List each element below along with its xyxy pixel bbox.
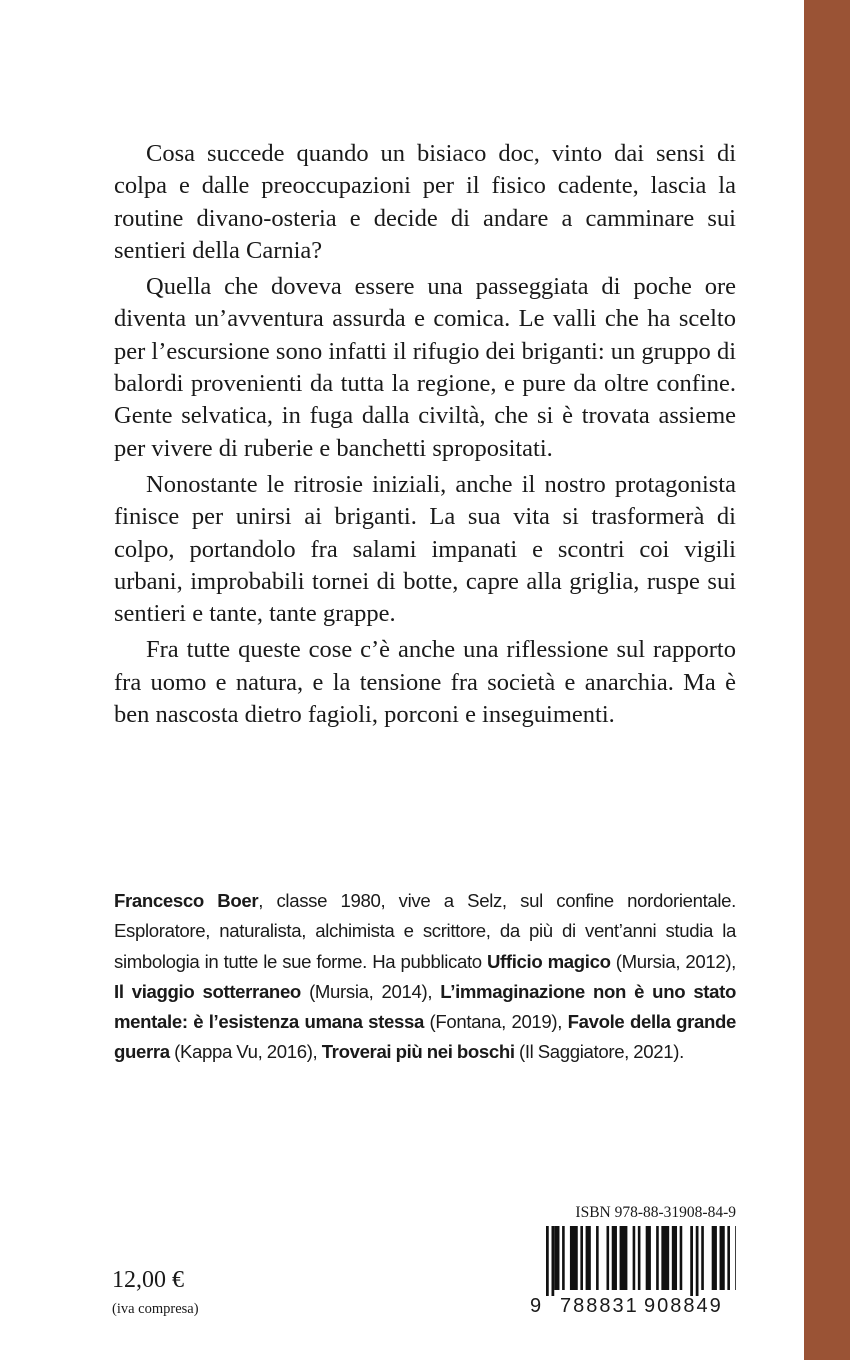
blurb-paragraph: Nonostante le ritrosie iniziali, anche il nostro protagonista finisce per unirsi ai briganti. La sua vita si trasformerà di colpo, portandolo fra salami impanati e scontri coi vigili urbani, improbabili tornei di botte, capre alla griglia, ruspe sui sentieri e tante, tante grappe. [114,470,736,628]
barcode-bar [701,1226,704,1290]
bio-text: (Kappa Vu, 2016), [169,1041,322,1063]
barcode-bar [720,1226,725,1290]
barcode [530,1226,736,1296]
barcode-guard-bar [690,1226,693,1296]
book-title: Favole della grande guerra [114,1011,736,1063]
bio-text: (Il Saggiatore, 2021). [514,1041,684,1063]
back-cover-blurb [114,138,736,735]
barcode-bar [656,1226,659,1290]
barcode-bar [554,1226,559,1290]
barcode-bar [562,1226,565,1290]
barcode-guard-bar [552,1226,555,1296]
blurb-paragraph: Cosa succede quando un bisiaco doc, vinto dai sensi di colpa e dalle preoccupazioni per il fisico cadente, lascia la routine divano-osteria e decide di andare a camminare sui sentieri della Carnia? [114,140,736,264]
barcode-bar [620,1226,628,1290]
barcode-bar [612,1226,617,1290]
book-title: Troverai più nei boschi [321,1041,515,1063]
barcode-digits-right: 908849 [644,1295,723,1317]
blurb-paragraph: Fra tutte queste cose c’è anche una riflessione sul rapporto fra uomo e natura, e la tensione fra società e anarchia. Ma è ben nascosta dietro fagioli, porconi e inseguimenti. [114,636,736,729]
barcode-bar [712,1226,717,1290]
bio-text: (Mursia, 2012), [610,950,736,972]
barcode-bar [646,1226,651,1290]
barcode-guard-bar [546,1226,549,1296]
barcode-guard-bar [696,1226,699,1296]
barcode-bar [680,1226,683,1290]
book-title: L’immaginazione non è uno stato mentale: è l’esistenza umana stessa [114,980,736,1033]
author-bio [114,886,736,1068]
isbn-label: ISBN 978-88-31908-84-9 [575,1204,736,1221]
barcode-bar [672,1226,677,1290]
barcode-bar [727,1226,730,1290]
book-title: Il viaggio sotterraneo [114,980,301,1002]
book-title: Ufficio magico [486,950,611,972]
barcode-bar [580,1226,583,1290]
barcode-bar [570,1226,578,1290]
price-vat-note: (iva compresa) [112,1301,199,1317]
bio-text: , classe 1980, vive a Selz, sul confine nordorientale. Esploratore, naturalista, alchimista e scrittore, da più di vent’anni studia la simbologia in tutte le sue forme. Ha pubblicato [114,890,736,972]
author-name: Francesco Boer [114,890,259,911]
barcode-bar [586,1226,591,1290]
barcode-bar [735,1226,736,1290]
bio-text: (Mursia, 2014), [300,980,441,1002]
barcode-bar [661,1226,669,1290]
price: 12,00 € [112,1267,184,1293]
blurb-paragraph: Quella che doveva essere una passeggiata di poche ore diventa un’avventura assurda e comica. Le valli che ha scelto per l’escursione sono infatti il rifugio dei briganti: un gruppo di balordi provenienti da tutta la regione, e pure da oltre confine. Gente selvatica, in fuga dalla civiltà, che si è trovata assieme per vivere di ruberie e banchetti spropositati. [114,273,736,462]
bio-text: (Fontana, 2019), [423,1011,568,1033]
barcode-bar [596,1226,599,1290]
barcode-bar [607,1226,610,1290]
barcode-digits-left: 788831 [560,1295,639,1317]
barcode-bar [633,1226,636,1290]
barcode-digits [530,1294,736,1318]
isbn-block [530,1202,736,1318]
barcode-digit-first: 9 [530,1295,542,1317]
barcode-bar [638,1226,641,1290]
book-spine-strip [804,0,850,1360]
